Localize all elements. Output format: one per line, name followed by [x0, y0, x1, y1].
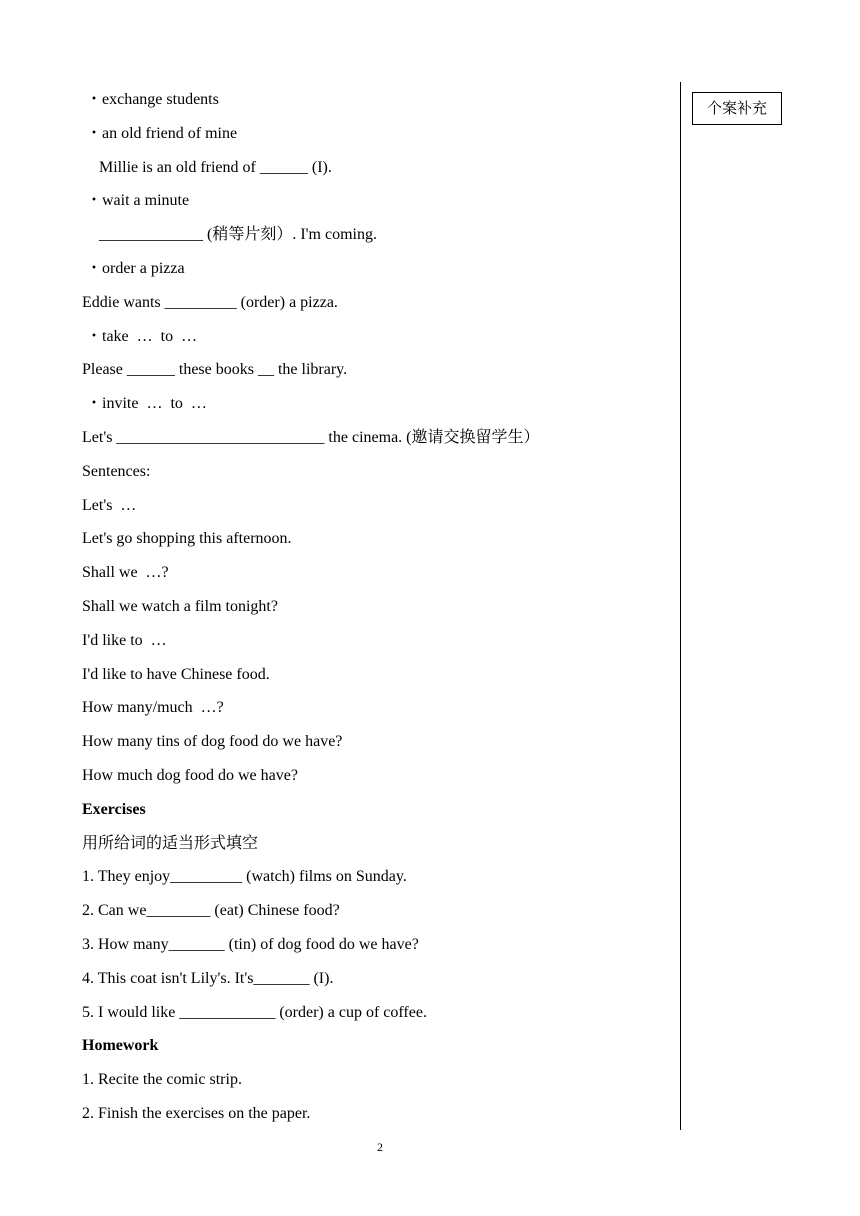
text-line: 2. Can we________ (eat) Chinese food?: [82, 902, 340, 920]
text-line: ・wait a minute: [86, 192, 190, 210]
text-line: 用所给词的适当形式填空: [82, 834, 259, 852]
text-line: Please ______ these books __ the library.: [82, 361, 348, 379]
text-line: 1. They enjoy_________ (watch) films on Sunday.: [82, 868, 407, 886]
section-heading: Exercises: [82, 800, 146, 818]
text-line: _____________ (稍等片刻）. I'm coming.: [99, 226, 377, 244]
text-line: Sentences:: [82, 462, 151, 480]
text-line: I'd like to have Chinese food.: [82, 665, 270, 683]
text-line: 1. Recite the comic strip.: [82, 1071, 242, 1089]
page-number: 2: [377, 1140, 383, 1154]
text-line: ・take … to …: [86, 327, 198, 345]
text-line: Shall we …?: [82, 564, 169, 582]
text-line: Millie is an old friend of ______ (I).: [99, 158, 332, 176]
text-line: ・invite … to …: [86, 395, 207, 413]
text-line: How many tins of dog food do we have?: [82, 733, 343, 751]
column-divider: [680, 82, 681, 1130]
text-line: Let's …: [82, 496, 137, 514]
text-line: ・order a pizza: [86, 259, 185, 277]
text-line: 4. This coat isn't Lily's. It's_______ (I).: [82, 969, 334, 987]
text-line: 2. Finish the exercises on the paper.: [82, 1104, 311, 1122]
text-line: 5. I would like ____________ (order) a cup of coffee.: [82, 1003, 427, 1021]
text-line: How much dog food do we have?: [82, 766, 298, 784]
text-line: Let's __________________________ the cinema. (邀请交换留学生）: [82, 428, 540, 446]
text-line: I'd like to …: [82, 631, 167, 649]
text-line: Eddie wants _________ (order) a pizza.: [82, 293, 338, 311]
section-heading: Homework: [82, 1037, 159, 1055]
text-line: Shall we watch a film tonight?: [82, 597, 278, 615]
text-line: Let's go shopping this afternoon.: [82, 530, 292, 548]
text-line: ・an old friend of mine: [86, 124, 238, 142]
text-line: ・exchange students: [86, 91, 219, 108]
main-content: [82, 86, 672, 1134]
text-line: How many/much …?: [82, 699, 224, 717]
text-line: 3. How many_______ (tin) of dog food do we have?: [82, 935, 419, 953]
side-note-box: 个案补充: [692, 92, 782, 125]
